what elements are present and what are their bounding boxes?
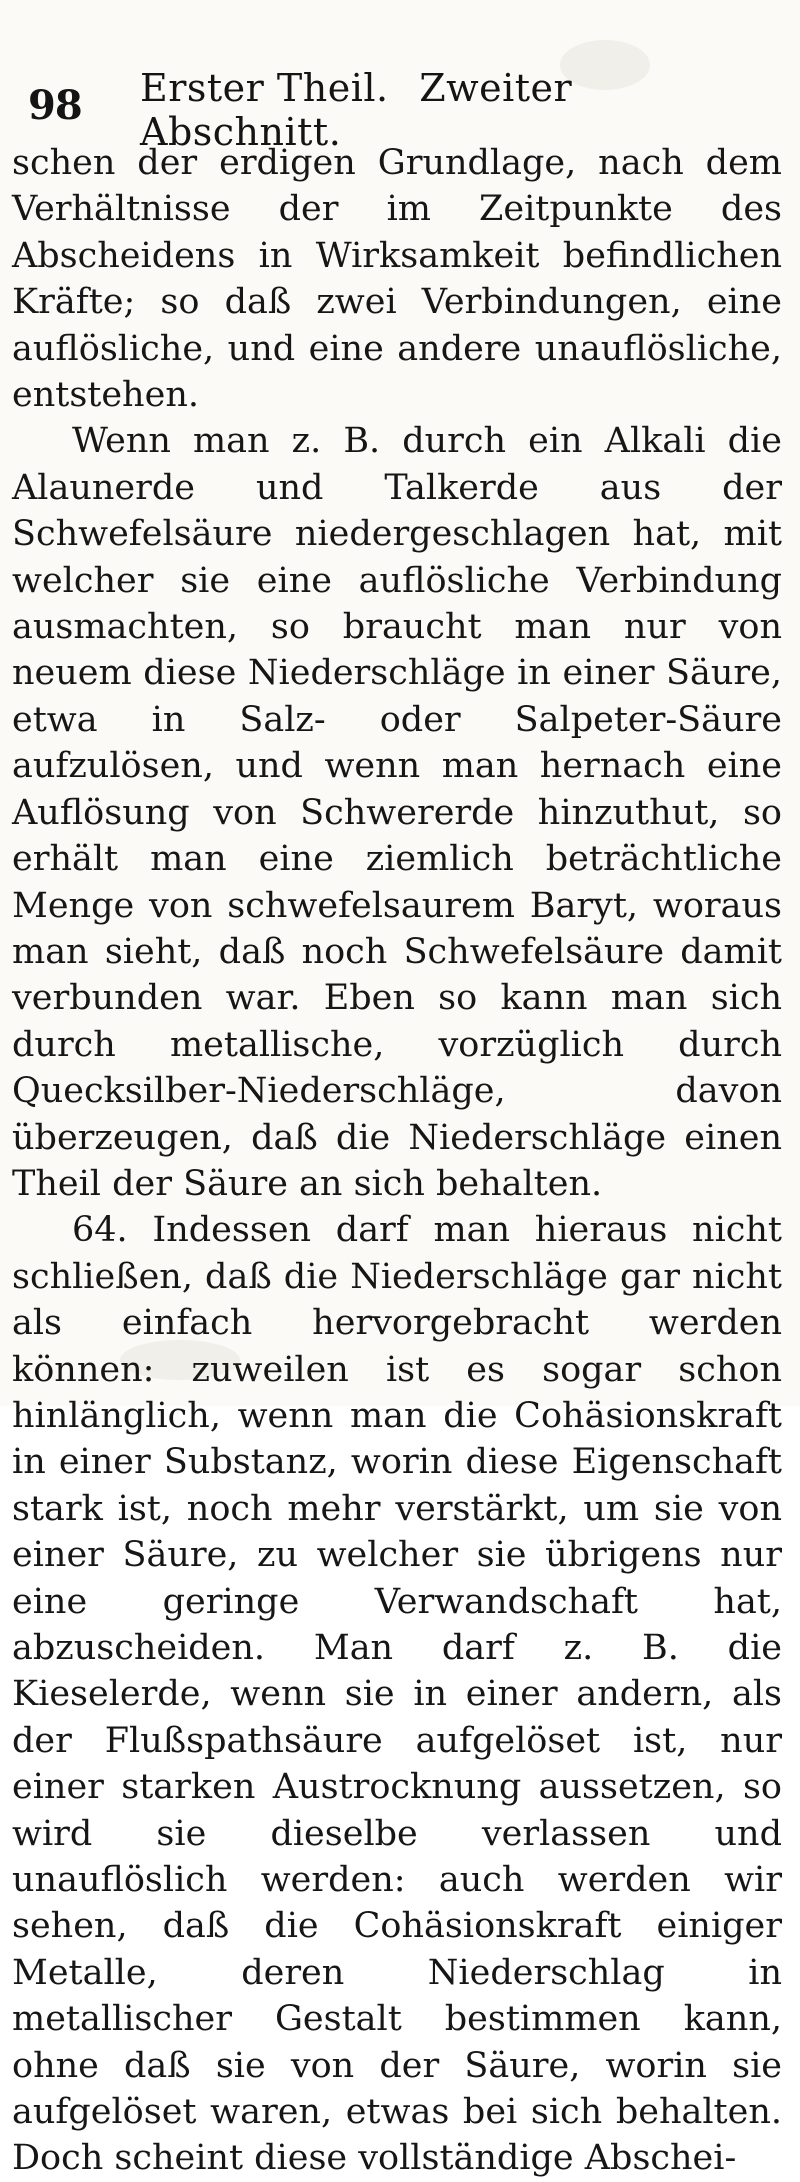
- body-text: [12, 140, 782, 2182]
- page-header: [28, 66, 768, 154]
- paragraph: [12, 1207, 782, 2182]
- page-number: 98: [28, 82, 82, 129]
- paragraph: schen der erdigen Grundlage, nach dem Verhältnisse der im Zeitpunkte des Abscheidens in Wirksamkeit befindlichen Kräfte; so daß zwei Verbindungen, eine auflösliche, und eine andere unauflösliche, entstehen.: [12, 143, 782, 416]
- paragraph-text: Indessen darf man hieraus nicht schließen, daß die Niederschläge gar nicht als einfach hervorgebracht werden können: zuweilen ist es sogar schon hinlänglich, wenn man die Cohäsionskraft in einer Substanz, worin diese Eigenschaft stark ist, noch mehr verstärkt, um sie von einer Säure, zu welcher sie übrigens nur eine geringe Verwandschaft hat, abzuscheiden. Man darf z. B. die Kieselerde, wenn sie in einer andern, als der Flußspathsäure aufgelöset ist, nur einer starken Austrocknung aussetzen, so wird sie dieselbe verlassen und unauflöslich werden: auch werden wir sehen, daß die Cohäsionskraft einiger Metalle, deren Niederschlag in metallischer Gestalt bestimmen kann, ohne daß sie von der Säure, worin sie aufgelöset waren, etwas bei sich behalten. Doch scheint diese vollständige Abschei-: [12, 1210, 782, 2179]
- paragraph: Wenn man z. B. durch ein Alkali die Alaunerde und Talkerde aus der Schwefelsäure niedergeschlagen hat, mit welcher sie eine auflösliche Verbindung ausmachten, so braucht man nur von neuem diese Niederschläge in einer Säure, etwa in Salz- oder Salpeter-Säure aufzulösen, und wenn man hernach eine Auflösung von Schwererde hinzuthut, so erhält man eine ziemlich beträchtliche Menge von schwefelsaurem Baryt, woraus man sieht, daß noch Schwefelsäure damit verbunden war. Eben so kann man sich durch metallische, vorzüglich durch Quecksilber-Niederschläge, davon überzeugen, daß die Niederschläge einen Theil der Säure an sich behalten.: [12, 421, 782, 1204]
- section-title: Zweiter Abschnitt.: [140, 66, 573, 154]
- section-number: 64.: [72, 1210, 128, 1251]
- part-title: Erster Theil.: [140, 66, 389, 110]
